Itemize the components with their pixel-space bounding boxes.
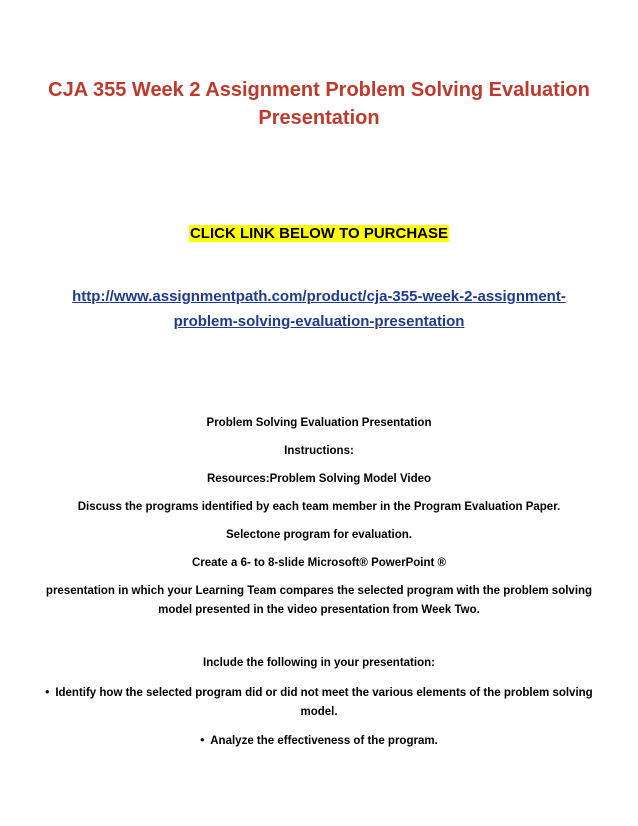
purchase-link[interactable]: http://www.assignmentpath.com/product/cja-355-week-2-assignment-problem-solving-evaluation-presentation [72, 288, 566, 330]
paragraph-select: Selectone program for evaluation. [226, 529, 412, 541]
paragraph-instructions: Instructions: [284, 445, 354, 457]
purchase-callout-label: CLICK LINK BELOW TO PURCHASE [189, 225, 449, 242]
document-title: CJA 355 Week 2 Assignment Problem Solving Evaluation Presentation [48, 79, 590, 129]
bullet-item [30, 732, 608, 751]
paragraph-create: Create a 6- to 8-slide Microsoft® PowerPoint ® [191, 557, 447, 569]
bullet-dot-icon: • [200, 735, 205, 747]
bullet-text: Identify how the selected program did or did not meet the various elements of the problem solving model. [55, 687, 593, 718]
bullet-item [30, 684, 608, 722]
purchase-callout [0, 224, 638, 244]
paragraph-presentation: presentation in which your Learning Team compares the selected program with the problem solving model presented in the video presentation from Week Two. [45, 585, 593, 616]
paragraph-include: Include the following in your presentation: [203, 657, 435, 669]
paragraph-heading: Problem Solving Evaluation Presentation [206, 417, 432, 429]
paragraph-discuss: Discuss the programs identified by each team member in the Program Evaluation Paper. [77, 501, 561, 513]
bullet-text: Analyze the effectiveness of the program. [210, 735, 438, 747]
paragraph-resources: Resources:Problem Solving Model Video [206, 473, 432, 485]
bullet-dot-icon: • [45, 687, 50, 699]
